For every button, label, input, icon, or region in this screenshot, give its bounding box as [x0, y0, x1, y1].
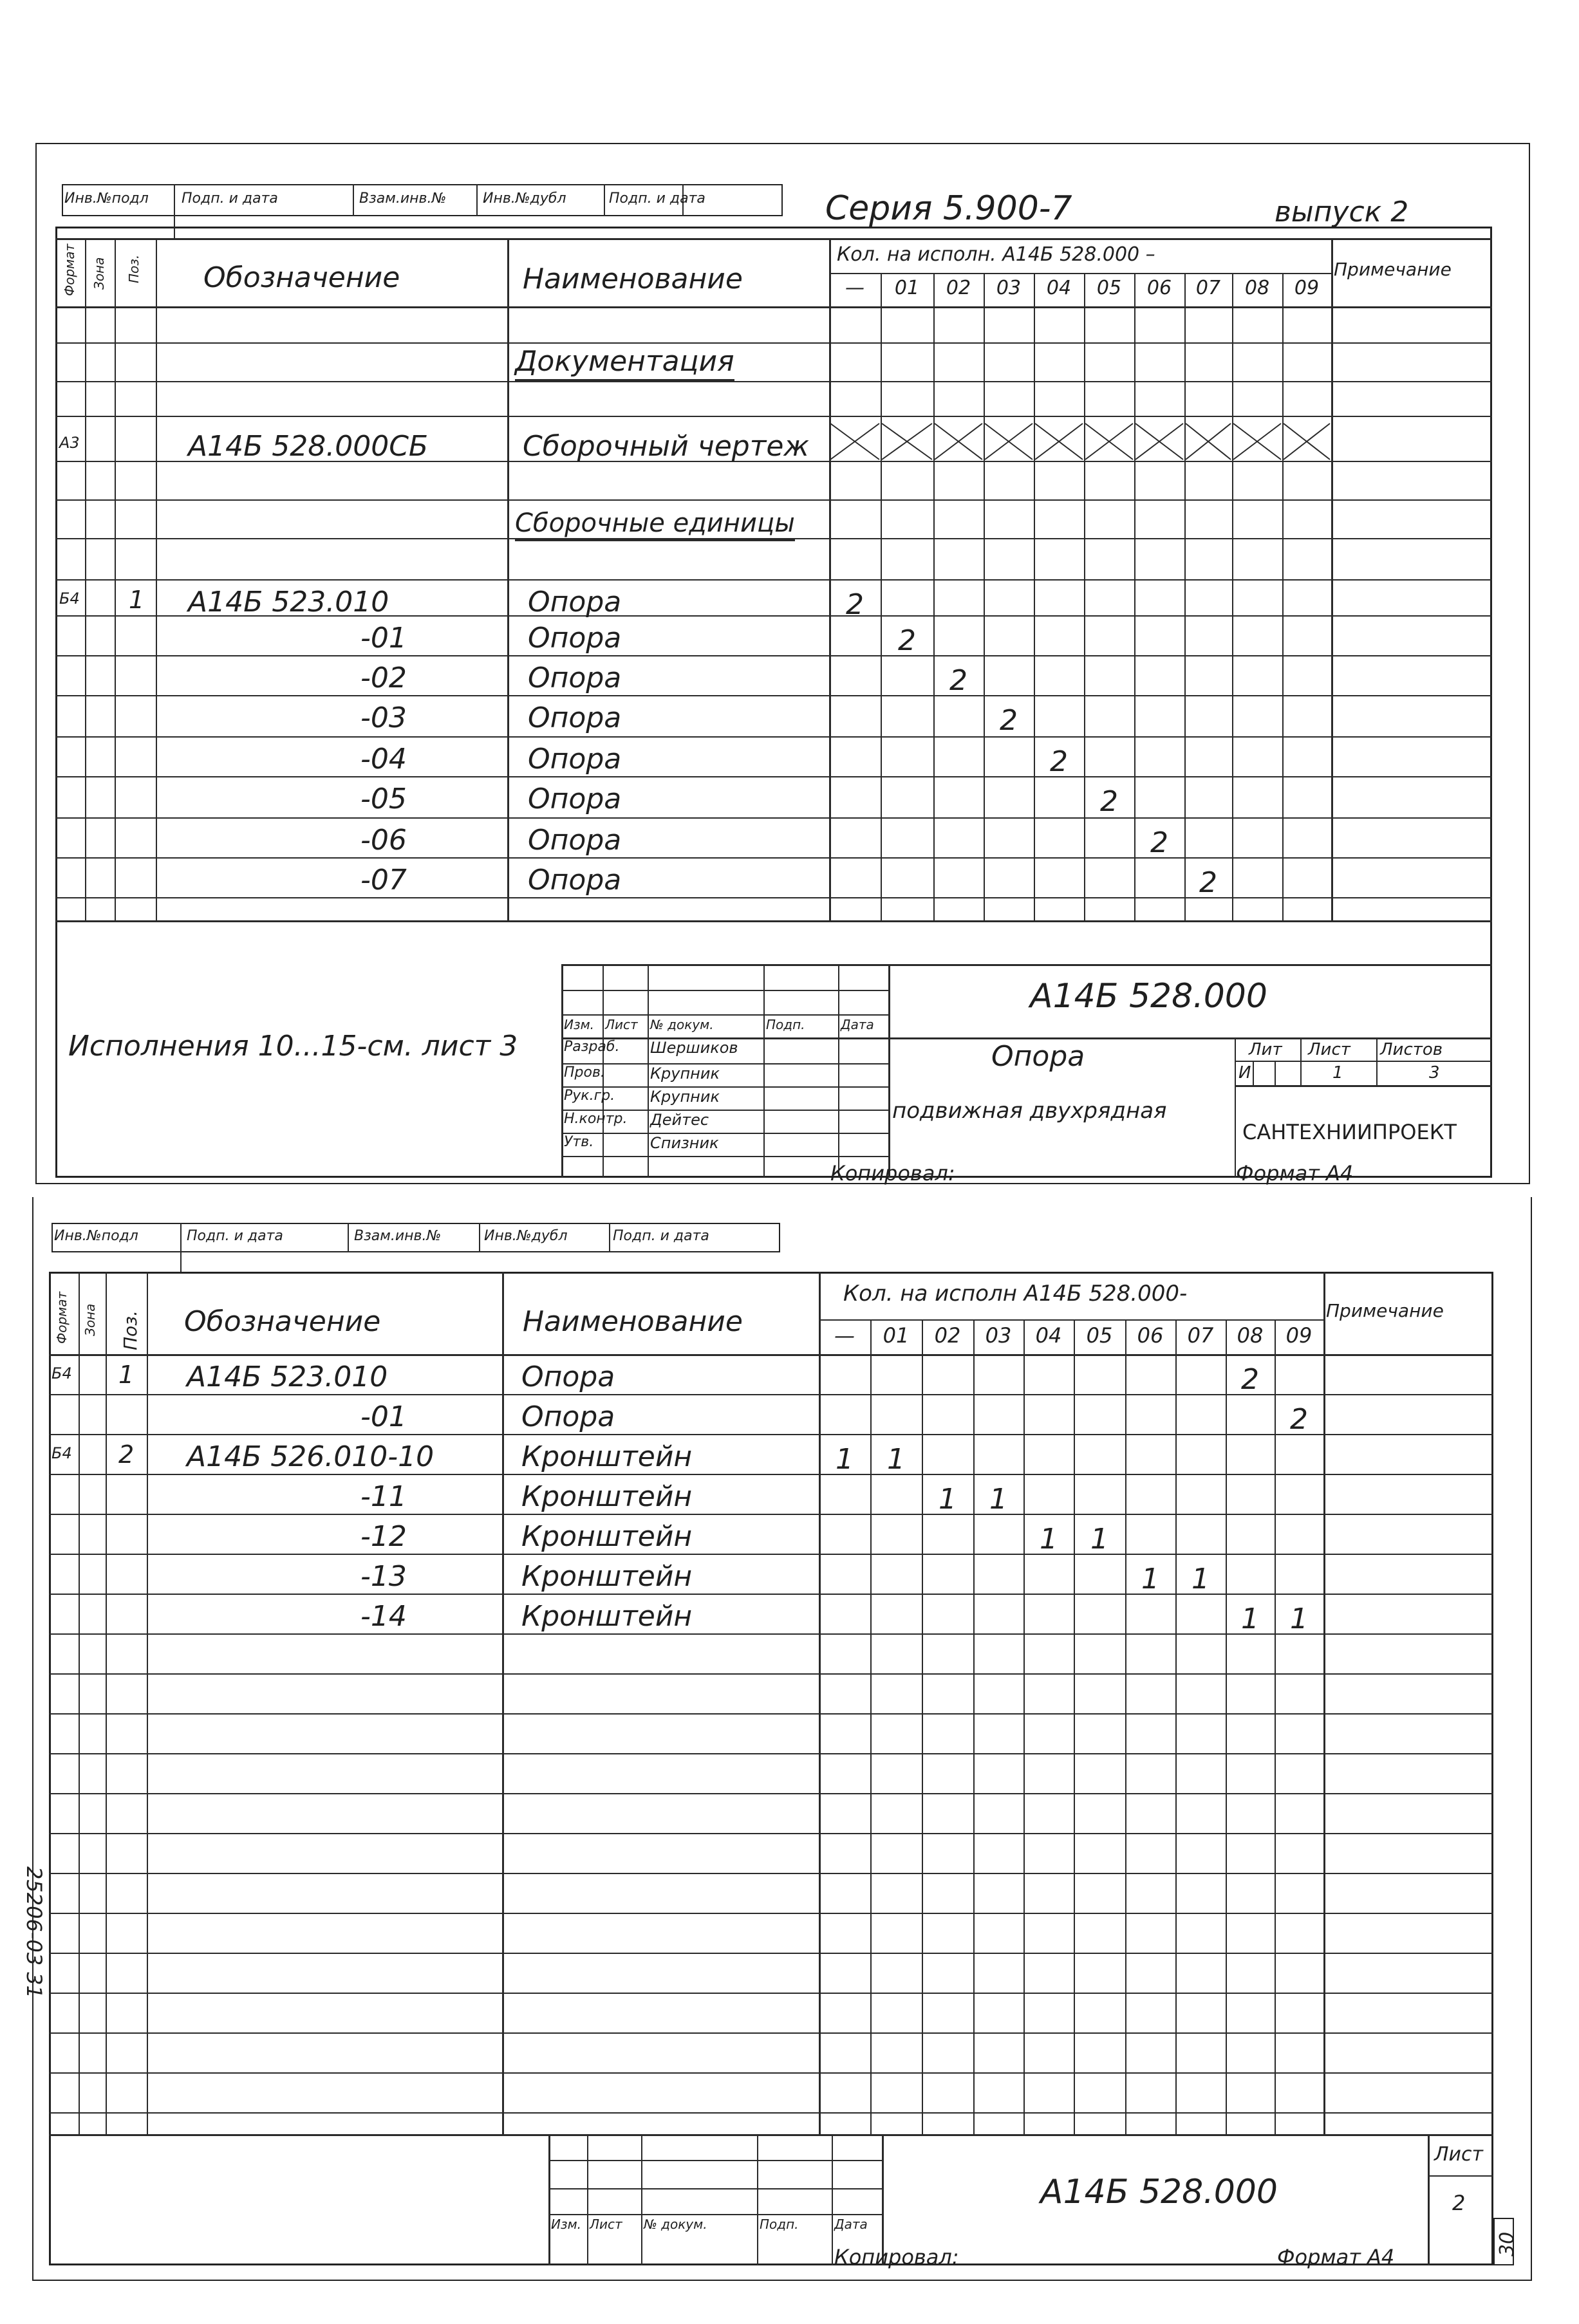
- top-hdr-name: Наименование: [523, 263, 743, 295]
- doc-row-format: А3: [59, 434, 80, 452]
- bottom-row-line: [49, 1554, 1493, 1555]
- tb-person-name: Крупник: [650, 1088, 720, 1106]
- bottom-row-designation: -01: [360, 1400, 407, 1433]
- bottom-row-line: [49, 1594, 1493, 1595]
- tb-person-role: Рук.гр.: [564, 1088, 615, 1104]
- top-row-name: Опора: [528, 743, 622, 776]
- top-row-line: [55, 695, 1492, 696]
- top-variant-header: 03: [996, 277, 1022, 299]
- doc-row-name: Сборочный чертеж: [523, 430, 810, 463]
- bottom-row-pos: 2: [118, 1440, 135, 1469]
- bottom-row-qty: 1: [1241, 1603, 1259, 1635]
- btb-hdr-list: Лист: [590, 2217, 622, 2232]
- bottom-row-line: [49, 1873, 1493, 1874]
- bottom-variant-header: 04: [1035, 1323, 1062, 1348]
- top-archive-3: Взам.инв.№: [359, 191, 447, 207]
- note-variants: Исполнения 10...15-см. лист 3: [68, 1030, 518, 1063]
- bottom-row-qty: 2: [1290, 1403, 1308, 1436]
- top-row-line: [55, 416, 1492, 417]
- not-applicable-cross-mark: [881, 422, 933, 461]
- top-archive-4: Инв.№дубл: [483, 191, 566, 207]
- top-row-qty: 2: [1100, 785, 1118, 818]
- bottom-row-line: [49, 2032, 1493, 2034]
- bottom-variant-header: 02: [934, 1323, 961, 1348]
- bottom-row-qty: 2: [1241, 1363, 1259, 1396]
- top-hdr-note: Примечание: [1334, 259, 1452, 280]
- bottom-row-format: Б4: [51, 1444, 72, 1462]
- bottom-variant-header: —: [834, 1323, 855, 1348]
- bottom-row-name: Опора: [521, 1400, 615, 1433]
- bottom-archive-3: Взам.инв.№: [354, 1228, 442, 1244]
- bottom-row-name: Кронштейн: [521, 1440, 693, 1473]
- top-row-line: [55, 736, 1492, 738]
- bottom-row-designation: -14: [360, 1600, 407, 1633]
- bottom-archive-1: Инв.№подл: [54, 1228, 138, 1244]
- not-applicable-cross-mark: [933, 422, 984, 461]
- top-hdr-qty-title: Кол. на исполн. А14Б 528.000 –: [837, 243, 1155, 266]
- bottom-row-designation: -11: [360, 1480, 407, 1513]
- doc-row-designation: А14Б 528.000СБ: [188, 430, 429, 463]
- not-applicable-cross-mark: [1184, 422, 1232, 461]
- not-applicable-cross-mark: [829, 422, 881, 461]
- bottom-variant-header: 07: [1187, 1323, 1214, 1348]
- not-applicable-cross-mark: [1134, 422, 1184, 461]
- bottom-inner-frame: [49, 1272, 1493, 2265]
- top-row-qty: 2: [1050, 745, 1068, 778]
- bottom-variant-header: 03: [985, 1323, 1012, 1348]
- bottom-variant-header: 09: [1285, 1323, 1313, 1348]
- bottom-variant-header: 01: [883, 1323, 910, 1348]
- tb-title2: подвижная двухрядная: [892, 1098, 1167, 1124]
- bottom-row-format: Б4: [51, 1364, 72, 1382]
- top-row-name: Опора: [528, 662, 622, 694]
- tb-hdr-podp: Подп.: [766, 1017, 805, 1032]
- bottom-copied: Копировал:: [834, 2245, 959, 2269]
- tb-code: А14Б 528.000: [1030, 977, 1267, 1016]
- bottom-row-pos: 1: [118, 1361, 135, 1389]
- btb-sheet-label: Лист: [1434, 2143, 1484, 2166]
- tb-sheets: 3: [1429, 1063, 1440, 1083]
- tb-person-role: Утв.: [564, 1134, 594, 1150]
- top-row-designation: -02: [360, 662, 407, 694]
- top-row-line: [55, 342, 1492, 344]
- top-row-format: Б4: [59, 590, 80, 608]
- section-documentation: Документация: [515, 345, 734, 381]
- top-variant-header: 01: [894, 277, 920, 299]
- not-applicable-cross-mark: [1232, 422, 1282, 461]
- tb-hdr-doc: № докум.: [650, 1017, 714, 1032]
- bottom-archive-2: Подп. и дата: [187, 1228, 283, 1244]
- top-variant-header: 04: [1046, 277, 1072, 299]
- not-applicable-cross-mark: [1034, 422, 1084, 461]
- bottom-row-line: [49, 1993, 1493, 1994]
- tb-hdr-list: Лист: [605, 1017, 638, 1032]
- top-row-qty: 2: [846, 588, 864, 621]
- bottom-row-qty: 1: [887, 1443, 905, 1476]
- tb-person-role: Разраб.: [564, 1039, 620, 1055]
- top-row-name: Опора: [528, 864, 622, 897]
- bottom-row-line: [49, 1474, 1493, 1475]
- bottom-row-line: [49, 1434, 1493, 1435]
- top-format: Формат А4: [1236, 1161, 1354, 1185]
- bottom-hdr-zone: Зона: [82, 1303, 98, 1336]
- top-row-designation: -07: [360, 864, 407, 897]
- btb-code: А14Б 528.000: [1040, 2173, 1278, 2211]
- bottom-row-qty: 1: [1090, 1523, 1108, 1556]
- btb-hdr-izm: Изм.: [551, 2217, 582, 2232]
- bottom-hdr-qty-title: Кол. на исполн А14Б 528.000-: [843, 1281, 1188, 1306]
- tb-person-name: Крупник: [650, 1064, 720, 1083]
- bottom-row-line: [49, 1913, 1493, 1914]
- bottom-row-line: [49, 2072, 1493, 2074]
- bottom-row-line: [49, 2112, 1493, 2114]
- top-row-name: Опора: [528, 702, 622, 734]
- tb-person-name: Спизник: [650, 1134, 719, 1152]
- top-copied: Копировал:: [830, 1161, 955, 1185]
- bottom-variant-header: 05: [1086, 1323, 1113, 1348]
- top-row-name: Опора: [528, 824, 622, 857]
- bottom-row-qty: 1: [836, 1443, 854, 1476]
- btb-sheet: 2: [1452, 2191, 1466, 2215]
- top-archive-5: Подп. и дата: [609, 191, 705, 207]
- tb-hdr-izm: Изм.: [564, 1017, 595, 1032]
- top-hdr-pos: Поз.: [126, 254, 142, 283]
- top-row-qty: 2: [1199, 866, 1217, 899]
- top-row-line: [55, 579, 1492, 581]
- tb-sheet: 1: [1332, 1063, 1343, 1083]
- bottom-row-name: Кронштейн: [521, 1520, 693, 1553]
- bottom-row-qty: 1: [1040, 1523, 1058, 1556]
- tb-lit-label: Лит: [1249, 1040, 1282, 1059]
- bottom-hdr-pos: Поз.: [120, 1310, 141, 1350]
- bottom-hdr-designation: Обозначение: [184, 1305, 381, 1338]
- tb-org: САНТЕХНИИПРОЕКТ: [1242, 1120, 1457, 1144]
- tb-sheets-label: Листов: [1380, 1040, 1443, 1059]
- bottom-row-name: Кронштейн: [521, 1600, 693, 1633]
- bottom-archive-4: Инв.№дубл: [484, 1228, 568, 1244]
- bottom-variant-header: 06: [1137, 1323, 1164, 1348]
- top-row-designation: -03: [360, 702, 407, 734]
- top-archive-1: Инв.№подл: [64, 191, 149, 207]
- not-applicable-cross-mark: [1282, 422, 1331, 461]
- tb-person-name: Дейтес: [650, 1111, 709, 1129]
- top-row-designation: -04: [360, 743, 407, 776]
- top-row-name: Опора: [528, 586, 622, 618]
- top-row-pos: 1: [129, 586, 145, 614]
- bottom-row-designation: -13: [360, 1560, 407, 1593]
- top-hdr-zone: Зона: [91, 257, 107, 290]
- bottom-row-line: [49, 1514, 1493, 1515]
- top-row-line: [55, 655, 1492, 656]
- bottom-row-line: [49, 1633, 1493, 1635]
- bottom-row-line: [49, 1713, 1493, 1715]
- top-variant-header: 05: [1096, 277, 1122, 299]
- bottom-variant-header: 08: [1237, 1323, 1264, 1348]
- issue-label: выпуск 2: [1275, 196, 1409, 228]
- top-row-designation: А14Б 523.010: [188, 586, 389, 618]
- top-archive-2: Подп. и дата: [182, 191, 278, 207]
- top-variant-header: 08: [1244, 277, 1270, 299]
- not-applicable-cross-mark: [984, 422, 1034, 461]
- top-row-line: [55, 776, 1492, 777]
- margin-archive-number: 25206-03 31: [22, 1866, 46, 1998]
- bottom-row-designation: А14Б 526.010-10: [187, 1440, 434, 1473]
- top-variant-header: 06: [1146, 277, 1172, 299]
- bottom-row-line: [49, 1833, 1493, 1834]
- bottom-row-qty: 1: [1290, 1603, 1308, 1635]
- top-row-line: [55, 381, 1492, 382]
- btb-hdr-data: Дата: [834, 2217, 868, 2232]
- top-variant-header: 09: [1294, 277, 1320, 299]
- tb-title1: Опора: [991, 1040, 1085, 1073]
- bottom-row-line: [49, 1394, 1493, 1395]
- top-variant-header: 07: [1195, 277, 1221, 299]
- top-row-qty: 2: [1000, 704, 1018, 737]
- bottom-row-line: [49, 1673, 1493, 1675]
- top-row-qty: 2: [1150, 826, 1168, 859]
- bottom-row-name: Опора: [521, 1361, 615, 1393]
- top-row-line: [55, 817, 1492, 819]
- top-row-qty: 2: [898, 624, 916, 657]
- bottom-row-designation: -12: [360, 1520, 407, 1553]
- tb-person-name: Шершиков: [650, 1039, 738, 1057]
- section-assemblies: Сборочные единицы: [515, 508, 795, 541]
- btb-hdr-podp: Подп.: [760, 2217, 799, 2232]
- bottom-archive-5: Подп. и дата: [613, 1228, 709, 1244]
- top-row-designation: -06: [360, 824, 407, 857]
- bottom-hdr-name: Наименование: [523, 1305, 743, 1338]
- bottom-row-line: [49, 1953, 1493, 1954]
- top-hdr-designation: Обозначение: [203, 261, 400, 294]
- bottom-row-designation: А14Б 523.010: [187, 1361, 388, 1393]
- bottom-row-line: [49, 1753, 1493, 1754]
- bottom-row-name: Кронштейн: [521, 1480, 693, 1513]
- series-label: Серия 5.900-7: [825, 189, 1072, 228]
- top-variant-header: 02: [946, 277, 971, 299]
- bottom-hdr-note: Примечание: [1326, 1300, 1444, 1321]
- tb-sheet-label: Лист: [1308, 1040, 1350, 1059]
- tb-person-role: Н.контр.: [564, 1111, 628, 1127]
- bottom-row-qty: 1: [1141, 1563, 1159, 1595]
- top-row-line: [55, 857, 1492, 859]
- tb-hdr-data: Дата: [841, 1017, 874, 1032]
- top-row-line: [55, 897, 1492, 898]
- side-number: 30: [1496, 2231, 1518, 2256]
- top-row-qty: 2: [949, 664, 967, 697]
- top-hdr-format: Формат: [62, 243, 77, 296]
- top-variant-header: —: [845, 277, 864, 299]
- bottom-row-qty: 1: [989, 1483, 1007, 1516]
- tb-person-role: Пров.: [564, 1064, 605, 1081]
- tb-lit: И: [1238, 1063, 1251, 1083]
- top-row-name: Опора: [528, 783, 622, 815]
- bottom-format: Формат А4: [1277, 2245, 1395, 2269]
- bottom-hdr-format: Формат: [54, 1291, 70, 1344]
- bottom-row-qty: 1: [1191, 1563, 1210, 1595]
- bottom-row-line: [49, 1793, 1493, 1794]
- bottom-row-name: Кронштейн: [521, 1560, 693, 1593]
- top-row-designation: -05: [360, 783, 407, 815]
- top-row-designation: -01: [360, 622, 407, 655]
- top-row-line: [55, 499, 1492, 501]
- bottom-row-qty: 1: [939, 1483, 957, 1516]
- btb-hdr-doc: № докум.: [644, 2217, 707, 2232]
- top-row-name: Опора: [528, 622, 622, 655]
- not-applicable-cross-mark: [1084, 422, 1134, 461]
